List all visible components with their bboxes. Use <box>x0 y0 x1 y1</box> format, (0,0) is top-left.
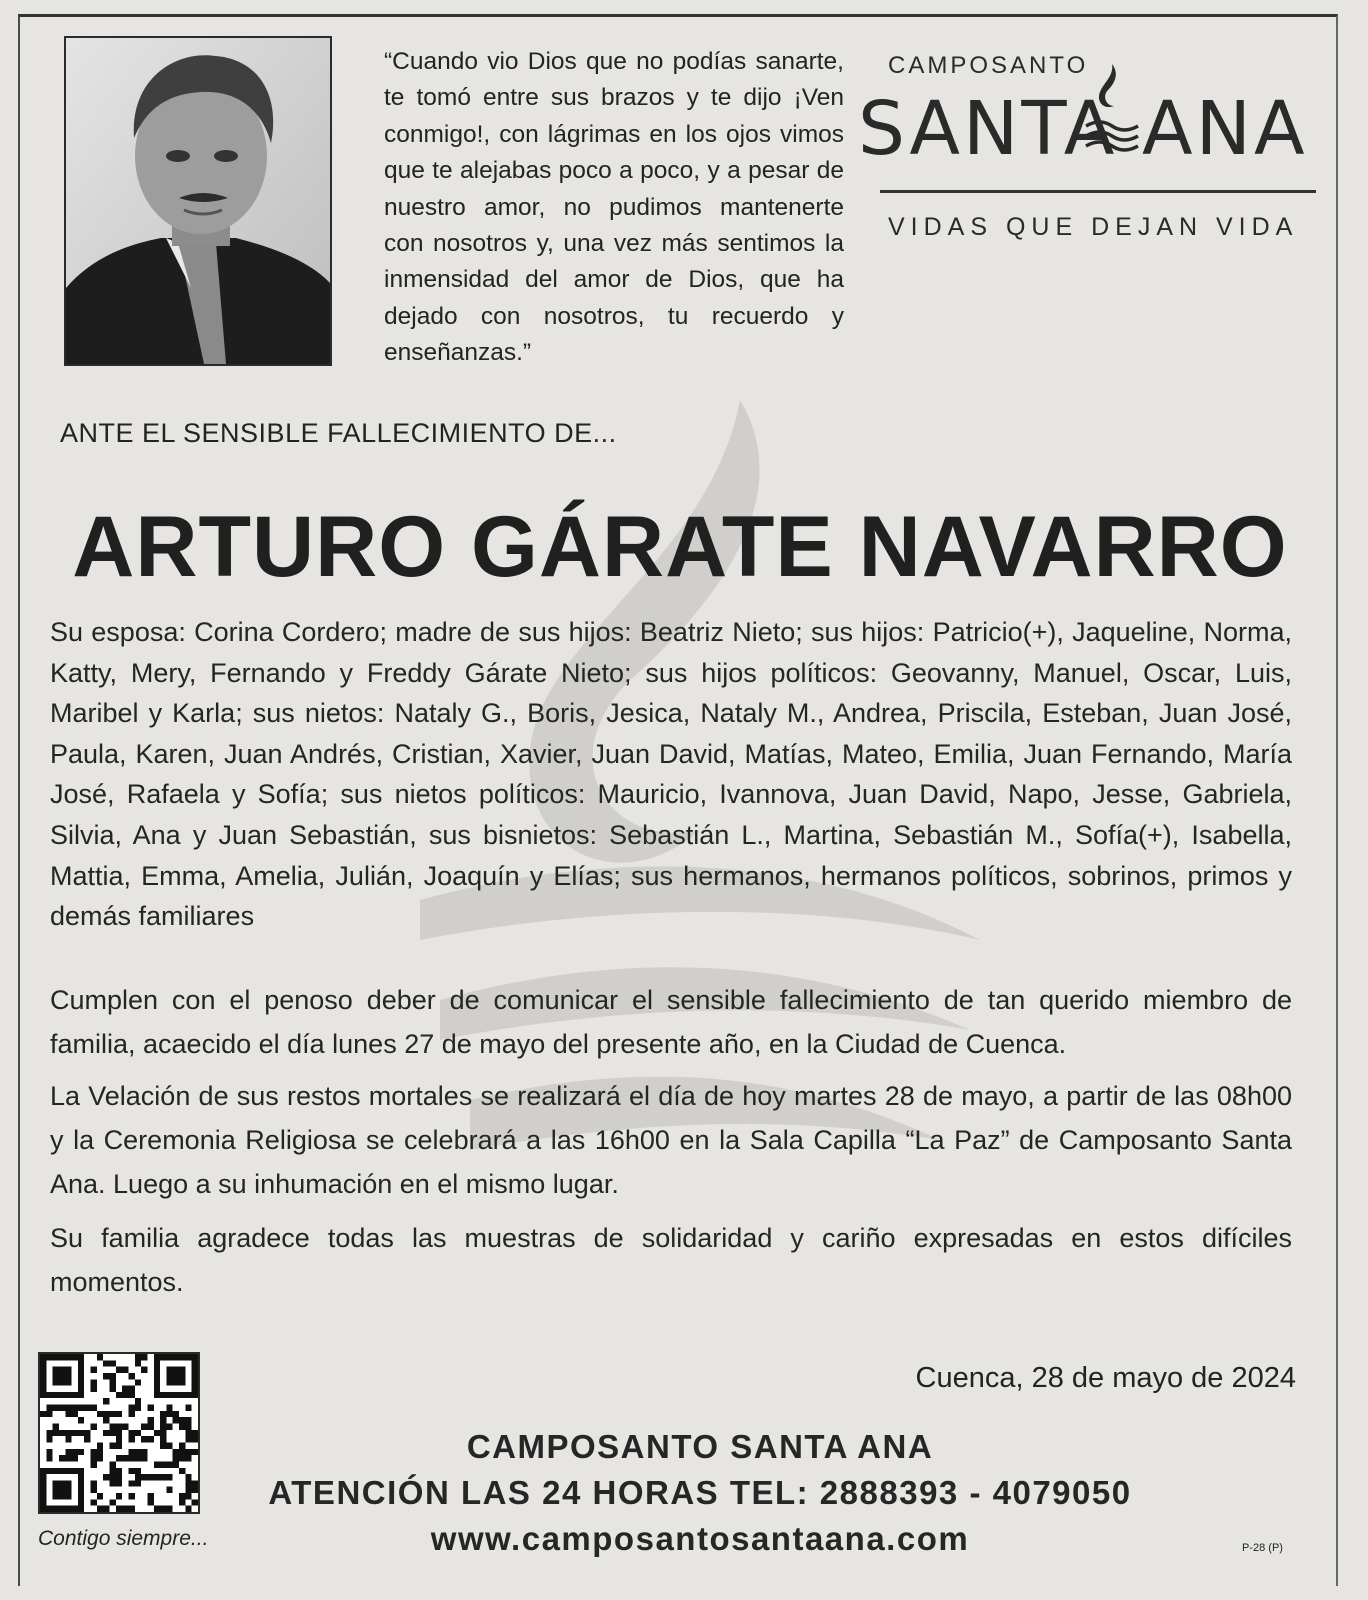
deceased-name: ARTURO GÁRATE NAVARRO <box>72 499 1288 595</box>
logo-word-ana: ANA <box>1142 86 1308 172</box>
logo-word-santa: SANTA <box>858 86 1118 172</box>
thanks-paragraph: Su familia agradece todas las muestras de solidaridad y cariño expresadas en estos difíciles momentos. <box>50 1223 1292 1297</box>
date-line: Cuenca, 28 de mayo de 2024 <box>915 1362 1296 1394</box>
intro-line: ANTE EL SENSIBLE FALLECIMIENTO DE... <box>60 418 617 448</box>
qr-caption: Contigo siempre... <box>38 1527 209 1550</box>
portrait-photo <box>64 36 332 366</box>
footer-phones: ATENCIÓN LAS 24 HORAS TEL: 2888393 - 4079050 <box>268 1474 1132 1511</box>
logo-divider <box>880 190 1316 193</box>
memorial-quote: “Cuando vio Dios que no podías sanarte, te tomó entre sus brazos y te dijo ¡Ven conmigo!, con lágrimas en los ojos vimos que te alejabas poco a poco, y a pesar de nuestro amor, no pudimos mantenerte con nosotros y, una vez más sentimos la inmensidad del amor de Dios, que ha dejado con nosotros, tu recuerdo y enseñanzas.” <box>384 48 844 367</box>
logo-camposanto-label: CAMPOSANTO <box>888 52 1089 79</box>
camposanto-logo <box>858 50 1318 250</box>
footer-company: CAMPOSANTO SANTA ANA <box>466 1428 934 1465</box>
flame-waves-icon <box>1084 56 1140 166</box>
family-paragraph: Su esposa: Corina Cordero; madre de sus hijos: Beatriz Nieto; sus hijos: Patricio(+), Jaqueline, Norma, Katty, Mery, Fernando y Freddy Gárate Nieto; sus hijos políticos: Geovanny, Manuel, Oscar, Luis, Maribel y Karla; sus nietos: Nataly G., Boris, Jesica, Nataly M., Andrea, Priscila, Esteban, Juan José, Paula, Karen, Juan Andrés, Cristian, Xavier, Juan David, Matías, Mateo, Emilia, Juan Fernando, María José, Rafaela y Sofía; sus nietos políticos: Mauricio, Ivannova, Juan David, Napo, Jesse, Gabriela, Silvia, Ana y Juan Sebastián, sus bisnietos: Sebastián L., Martina, Sebastián M., Sofía(+), Isabella, Mattia, Emma, Amelia, Julián, Joaquín y Elías; sus hermanos, hermanos políticos, sobrinos, primos y demás familiares <box>50 617 1292 932</box>
footer-contact <box>150 1424 1250 1562</box>
announcement-paragraph: Cumplen con el penoso deber de comunicar el sensible fallecimiento de tan querido miembro de familia, acaecido el día lunes 27 de mayo del presente año, en la Ciudad de Cuenca. <box>50 985 1292 1059</box>
footer-website[interactable]: www.camposantosantaana.com <box>430 1520 970 1557</box>
ad-code: P-28 (P) <box>1242 1542 1283 1554</box>
ceremony-paragraph: La Velación de sus restos mortales se realizará el día de hoy martes 28 de mayo, a partir de las 08h00 y la Ceremonia Religiosa se celebrará a las 16h00 en la Sala Capilla “La Paz” de Camposanto Santa Ana. Luego a su inhumación en el mismo lugar. <box>50 1081 1292 1199</box>
portrait-image <box>66 38 330 364</box>
logo-tagline: VIDAS QUE DEJAN VIDA <box>888 213 1299 241</box>
